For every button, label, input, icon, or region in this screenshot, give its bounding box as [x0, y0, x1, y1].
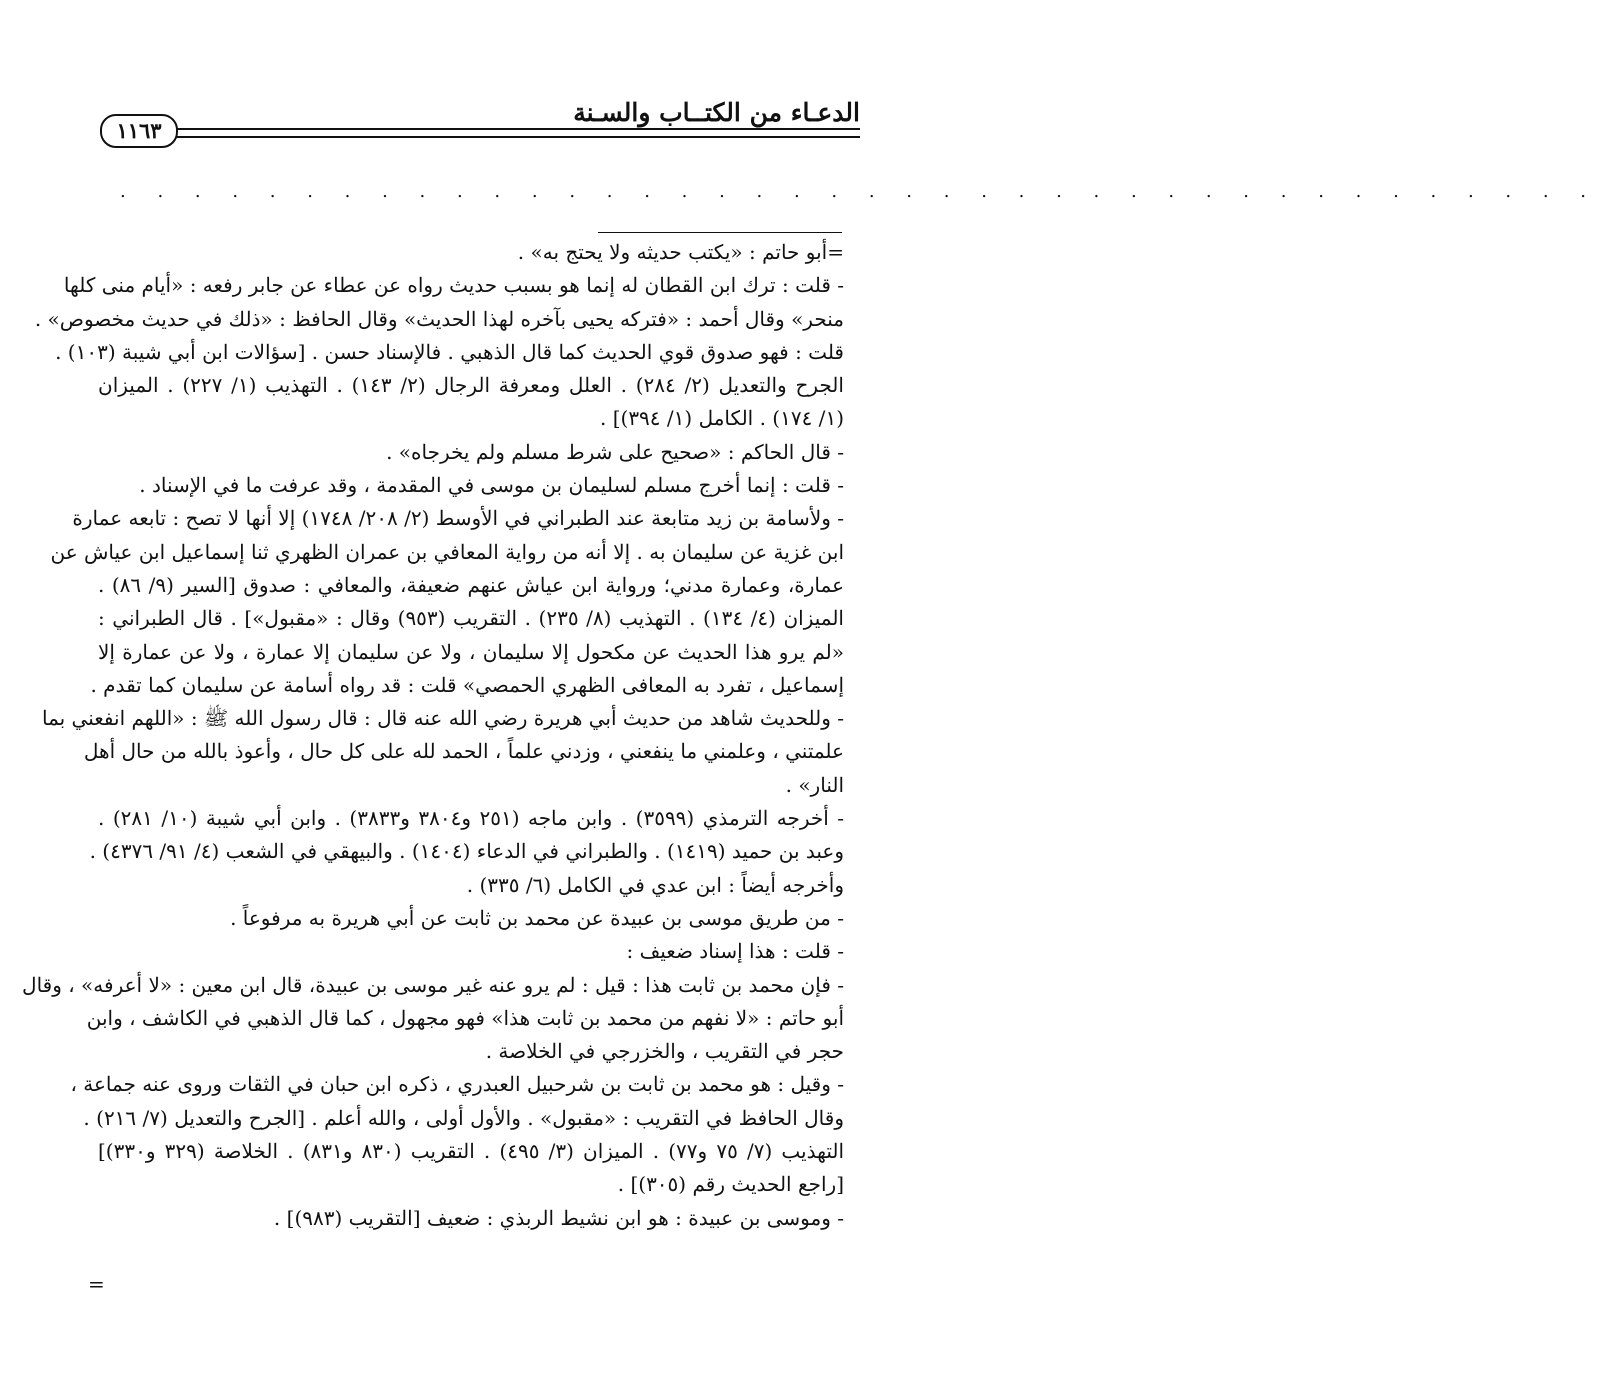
text-line: «لم يرو هذا الحديث عن مكحول إلا سليمان ، ولا عن سليمان إلا عمارة ، ولا عن عمارة إلا [98, 639, 844, 664]
text-line: التهذيب (٧/ ٧٥ و٧٧) . الميزان (٣/ ٤٩٥) . التقريب (٨٣٠ و٨٣١) . الخلاصة (٣٢٩ و٣٣٠)] [98, 1139, 845, 1164]
text-line: [راجع الحديث رقم (٣٠٥)] . [617, 1172, 844, 1197]
text-line: - فإن محمد بن ثابت هذا : قيل : لم يرو عنه غير موسى بن عبيدة، قال ابن معين : «لا أعرفه» ، وقال [22, 972, 844, 997]
text-line: - من طريق موسى بن عبيدة عن محمد بن ثابت عن أبي هريرة به مرفوعاً . [230, 905, 844, 930]
text-line: - قلت : إنما أخرج مسلم لسليمان بن موسى في المقدمة ، وقد عرفت ما في الإسناد . [139, 473, 844, 498]
text-line: قلت : فهو صدوق قوي الحديث كما قال الذهبي . فالإسناد حسن . [سؤالات ابن أبي شيبة (١٠٣) . [55, 339, 844, 364]
text-line: إسماعيل ، تفرد به المعافى الظهري الحمصي» قلت : قد رواه أسامة عن سليمان كما تقدم . [90, 672, 844, 697]
text-line: - قلت : ترك ابن القطان له إنما هو بسبب حديث رواه عن عطاء عن جابر رفعه : «أيام منى كلها [63, 273, 844, 298]
text-line: - وللحديث شاهد من حديث أبي هريرة رضي الله عنه قال : قال رسول الله ﷺ : «اللهم انفعني بما [41, 706, 844, 731]
text-line: الميزان (٤/ ١٣٤) . التهذيب (٨/ ٢٣٥) . التقريب (٩٥٣) وقال : «مقبول»] . قال الطبراني : [98, 606, 844, 631]
text-line: وقال الحافظ في التقريب : «مقبول» . والأول أولى ، والله أعلم . [الجرح والتعديل (٧/ ٢١٦) . [83, 1105, 844, 1130]
text-line: علمتني ، وعلمني ما ينفعني ، وزدني علماً ، الحمد لله على كل حال ، وأعوذ بالله من حال أهل [83, 739, 844, 764]
text-line: - قلت : هذا إسناد ضعيف : [626, 939, 844, 964]
text-line: ابن غزية عن سليمان به . إلا أنه من رواية المعافي بن عمران الظهري ثنا إسماعيل ابن عياش عن [50, 539, 844, 564]
text-line: الجرح والتعديل (٢/ ٢٨٤) . العلل ومعرفة الرجال (٢/ ١٤٣) . التهذيب (١/ ٢٢٧) . الميزان [98, 373, 844, 398]
footnote-rule [598, 232, 842, 233]
text-line: - قال الحاكم : «صحيح على شرط مسلم ولم يخرجاه» . [386, 439, 844, 464]
running-header [100, 96, 860, 152]
text-line: - وقيل : هو محمد بن ثابت بن شرحبيل العبدري ، ذكره ابن حبان في الثقات وروى عنه جماعة ، [70, 1072, 844, 1097]
footnote-body [22, 236, 845, 1235]
margin-mark: = [88, 1272, 105, 1296]
text-line: عمارة، وعمارة مدني؛ ورواية ابن عياش عنهم ضعيفة، والمعافي : صدوق [السير (٩/ ٨٦) . [98, 572, 845, 597]
text-line: النار» . [785, 772, 844, 797]
text-line: (١/ ١٧٤) . الكامل (١/ ٣٩٤)] . [599, 406, 844, 431]
text-line: وأخرجه أيضاً : ابن عدي في الكامل (٦/ ٣٣٥) . [466, 872, 844, 897]
separator-dots: . . . . . . . . . . . . . . . . . . . . . . . . . . . . . . . . . . . . . . . . [120, 181, 1599, 202]
text-line: =أبو حاتم : «يكتب حديثه ولا يحتج به» . [517, 240, 844, 264]
header-title: الدعـاء من الكتــاب والسـنة [573, 98, 860, 127]
text-line: - ولأسامة بن زيد متابعة عند الطبراني في الأوسط (٢/ ٢٠٨/ ١٧٤٨) إلا أنها لا تصح : تابعه عمارة [72, 506, 844, 531]
text-line: حجر في التقريب ، والخزرجي في الخلاصة . [485, 1039, 844, 1064]
text-line: - أخرجه الترمذي (٣٥٩٩) . وابن ماجه (٢٥١ و٣٨٠٤ و٣٨٣٣) . وابن أبي شيبة (١٠/ ٢٨١) . [98, 806, 845, 831]
page-number: ١١٦٣ [100, 114, 178, 148]
header-rule [166, 128, 860, 138]
text-line: وعبد بن حميد (١٤١٩) . والطبراني في الدعاء (١٤٠٤) . والبيهقي في الشعب (٤/ ٩١/ ٤٣٧٦) . [89, 839, 844, 864]
text-line: أبو حاتم : «لا نفهم من محمد بن ثابت هذا» فهو مجهول ، كما قال الذهبي في الكاشف ، وابن [86, 1005, 844, 1030]
text-line: منحر» وقال أحمد : «فتركه يحيى بآخره لهذا الحديث» وقال الحافظ : «ذلك في حديث مخصوص» . [34, 306, 844, 331]
text-line: - وموسى بن عبيدة : هو ابن نشيط الربذي : ضعيف [التقريب (٩٨٣)] . [273, 1205, 844, 1230]
